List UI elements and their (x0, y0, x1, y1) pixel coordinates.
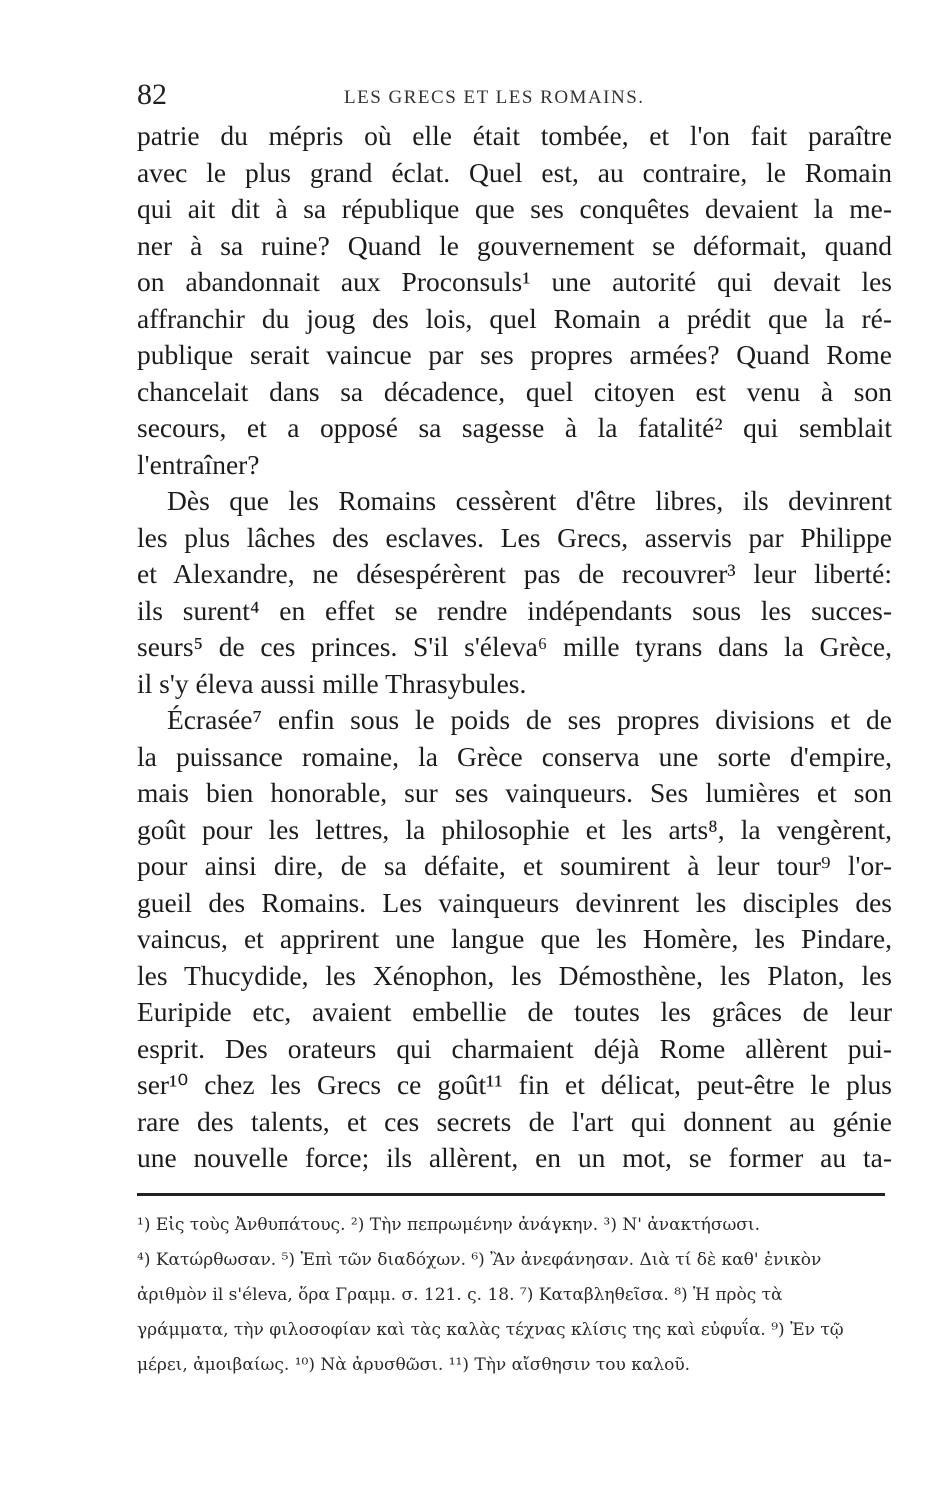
text-line: vaincus, et apprirent une langue que les Homère, les Pindare, (137, 923, 892, 954)
text-line: une nouvelle force; ils allèrent, en un mot, se former au ta- (137, 1142, 892, 1173)
text-line: l'entraîner? (137, 448, 260, 480)
text-line: avec le plus grand éclat. Quel est, au contraire, le Romain (137, 156, 892, 188)
text-line: et Alexandre, ne désespérèrent pas de recouvrer³ leur liberté: (137, 558, 892, 589)
page-number: 82 (137, 78, 167, 111)
text-line: les Thucydide, les Xénophon, les Démosthène, les Platon, les (137, 959, 892, 991)
text-line: rare des talents, et ces secrets de l'art qui donnent au génie (137, 1105, 892, 1137)
text-line: qui ait dit à sa république que ses conquêtes devaient la me- (137, 193, 892, 224)
text-line: il s'y éleva aussi mille Thrasybules. (137, 667, 527, 699)
footnote-line: γράμματα, τὴν φιλοσοφίαν καὶ τὰς καλὰς τέχνας κλίσις της καὶ εὐφυΐα. ⁹) Ἐν τῷ (137, 1320, 844, 1340)
footnote-line: ⁴) Κατώρθωσαν. ⁵) Ἐπὶ τῶν διαδόχων. ⁶) Ἂν ἀνεφάνησαν. Διὰ τί δὲ καθ' ἑνικὸν (137, 1250, 822, 1270)
text-line: mais bien honorable, sur ses vainqueurs. Ses lumières et son (137, 777, 892, 808)
text-line: on abandonnait aux Proconsuls¹ une autorité qui devait les (137, 266, 892, 297)
text-line: la puissance romaine, la Grèce conserva une sorte d'empire, (137, 740, 892, 772)
text-line: affranchir du joug des lois, quel Romain a prédit que la ré- (137, 302, 892, 334)
body-text (137, 118, 892, 1177)
text-line: ser¹⁰ chez les Grecs ce goût¹¹ fin et délicat, peut-être le plus (137, 1069, 892, 1100)
footnote-line: ¹) Εἰς τοὺς Ἀνθυπάτους. ²) Τὴν πεπρωμένην ἀνάγκην. ³) Ν' ἀνακτήσωσι. (137, 1215, 760, 1235)
text-line: goût pour les lettres, la philosophie et les arts⁸, la vengèrent, (137, 813, 892, 845)
text-line: chancelait dans sa décadence, quel citoyen est venu à son (137, 375, 892, 407)
footnote-line: μέρει, ἀμοιβαίως. ¹⁰) Νὰ ἀρυσθῶσι. ¹¹) Τὴν αἴσθησιν του καλοῦ. (137, 1355, 691, 1375)
text-line: Dès que les Romains cessèrent d'être libres, ils devinrent (167, 485, 892, 516)
text-line: seurs⁵ de ces princes. S'il s'éleva⁶ mille tyrans dans la Grèce, (137, 631, 892, 662)
footnote-line: ἀριθμὸν il s'éleva, ὅρα Γραμμ. σ. 121. ς. 18. ⁷) Καταβληθεῖσα. ⁸) Ἡ πρὸς τὰ (137, 1285, 783, 1305)
page-header (137, 78, 892, 118)
text-line: publique serait vaincue par ses propres armées? Quand Rome (137, 339, 892, 370)
text-line: pour ainsi dire, de sa défaite, et soumirent à leur tour⁹ l'or- (137, 850, 892, 881)
text-line: ils surent⁴ en effet se rendre indépendants sous les succes- (137, 594, 892, 626)
text-line: Écrasée⁷ enfin sous le poids de ses propres divisions et de (167, 704, 892, 735)
text-line: gueil des Romains. Les vainqueurs devinrent les disciples des (137, 886, 892, 918)
running-title: LES GRECS ET LES ROMAINS. (344, 87, 645, 108)
text-line: esprit. Des orateurs qui charmaient déjà Rome allèrent pui- (137, 1032, 892, 1064)
footnote-rule (137, 1193, 885, 1196)
text-line: ner à sa ruine? Quand le gouvernement se déformait, quand (137, 229, 892, 261)
text-line: les plus lâches des esclaves. Les Grecs, asservis par Philippe (137, 521, 892, 553)
text-line: Euripide etc, avaient embellie de toutes les grâces de leur (137, 996, 892, 1027)
text-line: patrie du mépris où elle était tombée, et l'on fait paraître (137, 120, 892, 151)
footnotes (137, 1208, 892, 1383)
text-line: secours, et a opposé sa sagesse à la fatalité² qui semblait (137, 412, 892, 443)
